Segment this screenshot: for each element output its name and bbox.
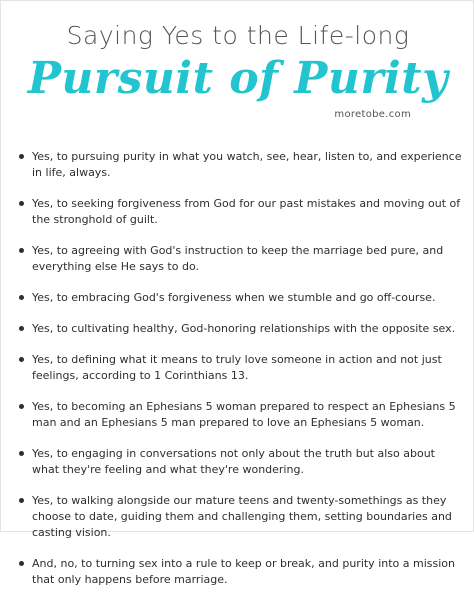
bullet-icon bbox=[19, 561, 24, 566]
list-item bbox=[19, 243, 465, 275]
bullet-icon bbox=[19, 451, 24, 456]
bullet-icon bbox=[19, 154, 24, 159]
list-item-text: And, no, to turning sex into a rule to keep or break, and purity into a mission that only happens before marriage. bbox=[32, 557, 455, 586]
list-item-text: Yes, to cultivating healthy, God-honoring relationships with the opposite sex. bbox=[32, 322, 456, 335]
list-item-text: Yes, to embracing God's forgiveness when we stumble and go off-course. bbox=[32, 291, 436, 304]
bullet-icon bbox=[19, 295, 24, 300]
page-subtitle: Saying Yes to the Life-long bbox=[66, 21, 410, 50]
page-title: Pursuit of Purity bbox=[27, 53, 449, 104]
list-item-text: Yes, to seeking forgiveness from God for our past mistakes and moving out of the stronghold of guilt. bbox=[32, 197, 461, 226]
list-item bbox=[19, 196, 465, 228]
header bbox=[1, 1, 474, 129]
list-item bbox=[19, 352, 465, 384]
bullet-icon bbox=[19, 498, 24, 503]
list-item-text: Yes, to engaging in conversations not only about the truth but also about what they're feeling and what they're wondering. bbox=[32, 447, 435, 476]
bullet-icon bbox=[19, 201, 24, 206]
list-item bbox=[19, 493, 465, 541]
list-item bbox=[19, 446, 465, 478]
list-item-text: Yes, to pursuing purity in what you watch, see, hear, listen to, and experience in life, always. bbox=[32, 150, 462, 179]
bullet-icon bbox=[19, 404, 24, 409]
list-item bbox=[19, 399, 465, 431]
list-item bbox=[19, 556, 465, 588]
affirmation-list bbox=[19, 149, 465, 603]
list-item bbox=[19, 290, 465, 306]
bullet-icon bbox=[19, 326, 24, 331]
site-url: moretobe.com bbox=[334, 109, 411, 120]
bullet-icon bbox=[19, 357, 24, 362]
list-item-text: Yes, to defining what it means to truly love someone in action and not just feelings, according to 1 Corinthians 13. bbox=[32, 353, 442, 382]
list-item-text: Yes, to becoming an Ephesians 5 woman prepared to respect an Ephesians 5 man and an Ephesians 5 man prepared to love an Ephesians 5 woman. bbox=[32, 400, 456, 429]
list-item bbox=[19, 149, 465, 181]
list-item-text: Yes, to walking alongside our mature teens and twenty-somethings as they choose to date, guiding them and challenging them, setting boundaries and casting vision. bbox=[32, 494, 452, 539]
list-item bbox=[19, 321, 465, 337]
list-item-text: Yes, to agreeing with God's instruction to keep the marriage bed pure, and everything else He says to do. bbox=[32, 244, 444, 273]
bullet-icon bbox=[19, 248, 24, 253]
